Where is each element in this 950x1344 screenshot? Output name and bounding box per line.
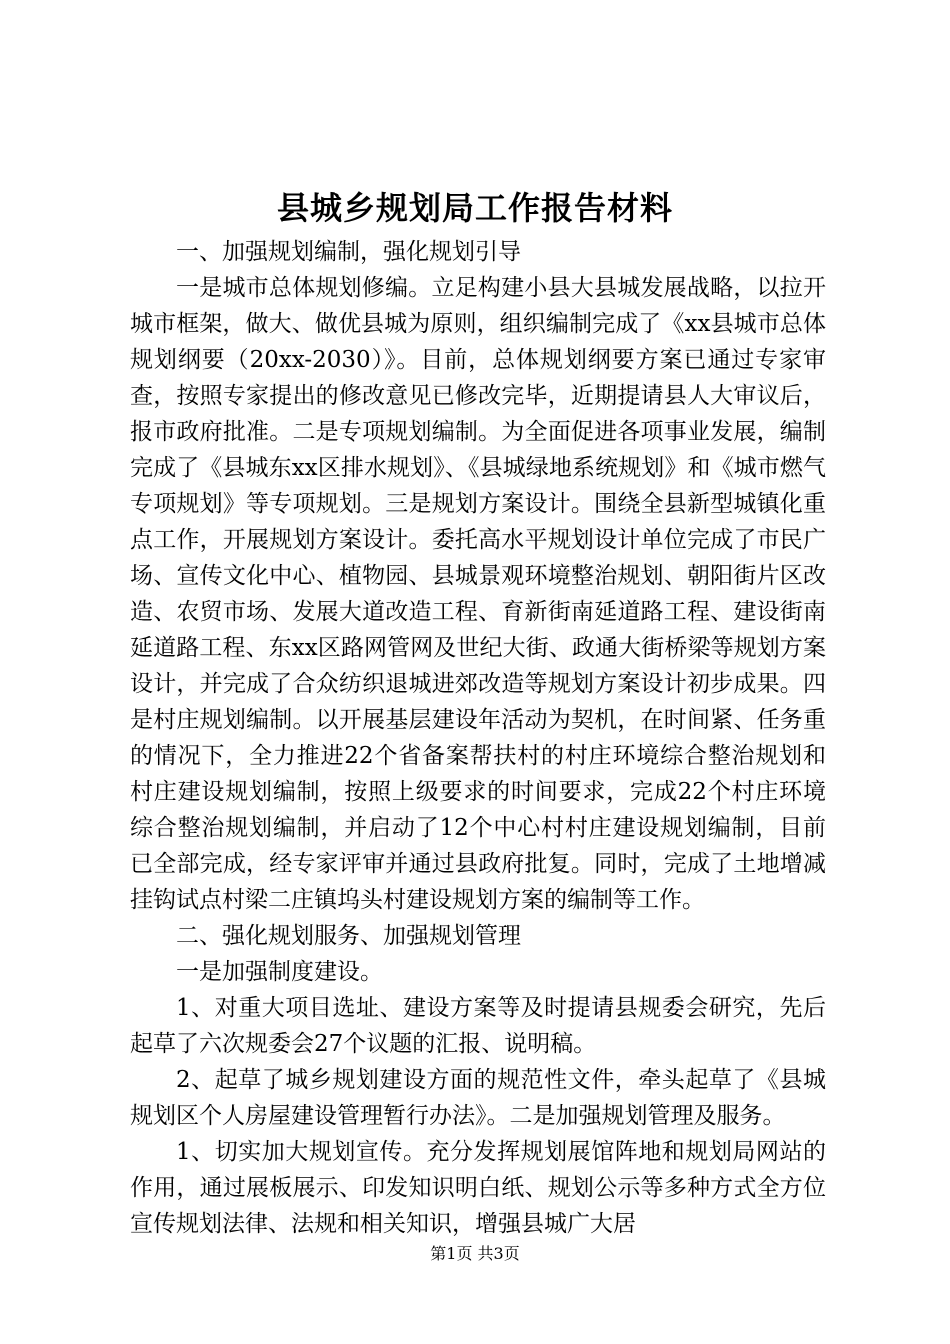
body-paragraph: 一是城市总体规划修编。立足构建小县大县城发展战略，以拉开城市框架，做大、做优县城为原则，组织编制完成了《xx县城市总体规划纲要（20xx-2030）》。目前，总体规划纲要方案已通过专家审查，按照专家提出的修改意见已修改完毕，近期提请县人大审议后，报市政府批准。二是专项规划编制。为全面促进各项事业发展，编制完成了《县城东xx区排水规划》、《县城绿地系统规划》和《城市燃气专项规划》等专项规划。三是规划方案设计。围绕全县新型城镇化重点工作，开展规划方案设计。委托高水平规划设计单位完成了市民广场、宣传文化中心、植物园、县城景观环境整治规划、朝阳街片区改造、农贸市场、发展大道改造工程、育新街南延道路工程、建设街南延道路工程、东xx区路网管网及世纪大街、政通大街桥梁等规划方案设计，并完成了合众纺织退城进郊改造等规划方案设计初步成果。四是村庄规划编制。以开展基层建设年活动为契机，在时间紧、任务重的情况下，全力推进22个省备案帮扶村的村庄环境综合整治规划和村庄建设规划编制，按照上级要求的时间要求，完成22个村庄环境综合整治规划编制，并启动了12个中心村村庄建设规划编制，目前已全部完成，经专家评审并通过县政府批复。同时，完成了土地增减挂钩试点村梁二庄镇坞头村建设规划方案的编制等工作。 xyxy=(130,275,826,913)
body-paragraph: 2、起草了城乡规划建设方面的规范性文件，牵头起草了《县城规划区个人房屋建设管理暂行办法》。二是加强规划管理及服务。 xyxy=(130,1067,826,1129)
body-paragraph: 1、对重大项目选址、建设方案等及时提请县规委会研究，先后起草了六次规委会27个议题的汇报、说明稿。 xyxy=(130,995,826,1057)
document-title: 县城乡规划局工作报告材料 xyxy=(276,189,673,227)
body-paragraph: 1、切实加大规划宣传。充分发挥规划展馆阵地和规划局网站的作用，通过展板展示、印发知识明白纸、规划公示等多种方式全方位宣传规划法律、法规和相关知识，增强县城广大居 xyxy=(130,1139,826,1237)
document-body xyxy=(130,234,826,1242)
subheading: 一是加强制度建设。 xyxy=(176,959,383,985)
section-heading-1: 一、加强规划编制，强化规划引导 xyxy=(176,239,521,265)
section-heading-2: 二、强化规划服务、加强规划管理 xyxy=(176,923,521,949)
page-footer: 第1页 共3页 xyxy=(430,1244,520,1263)
